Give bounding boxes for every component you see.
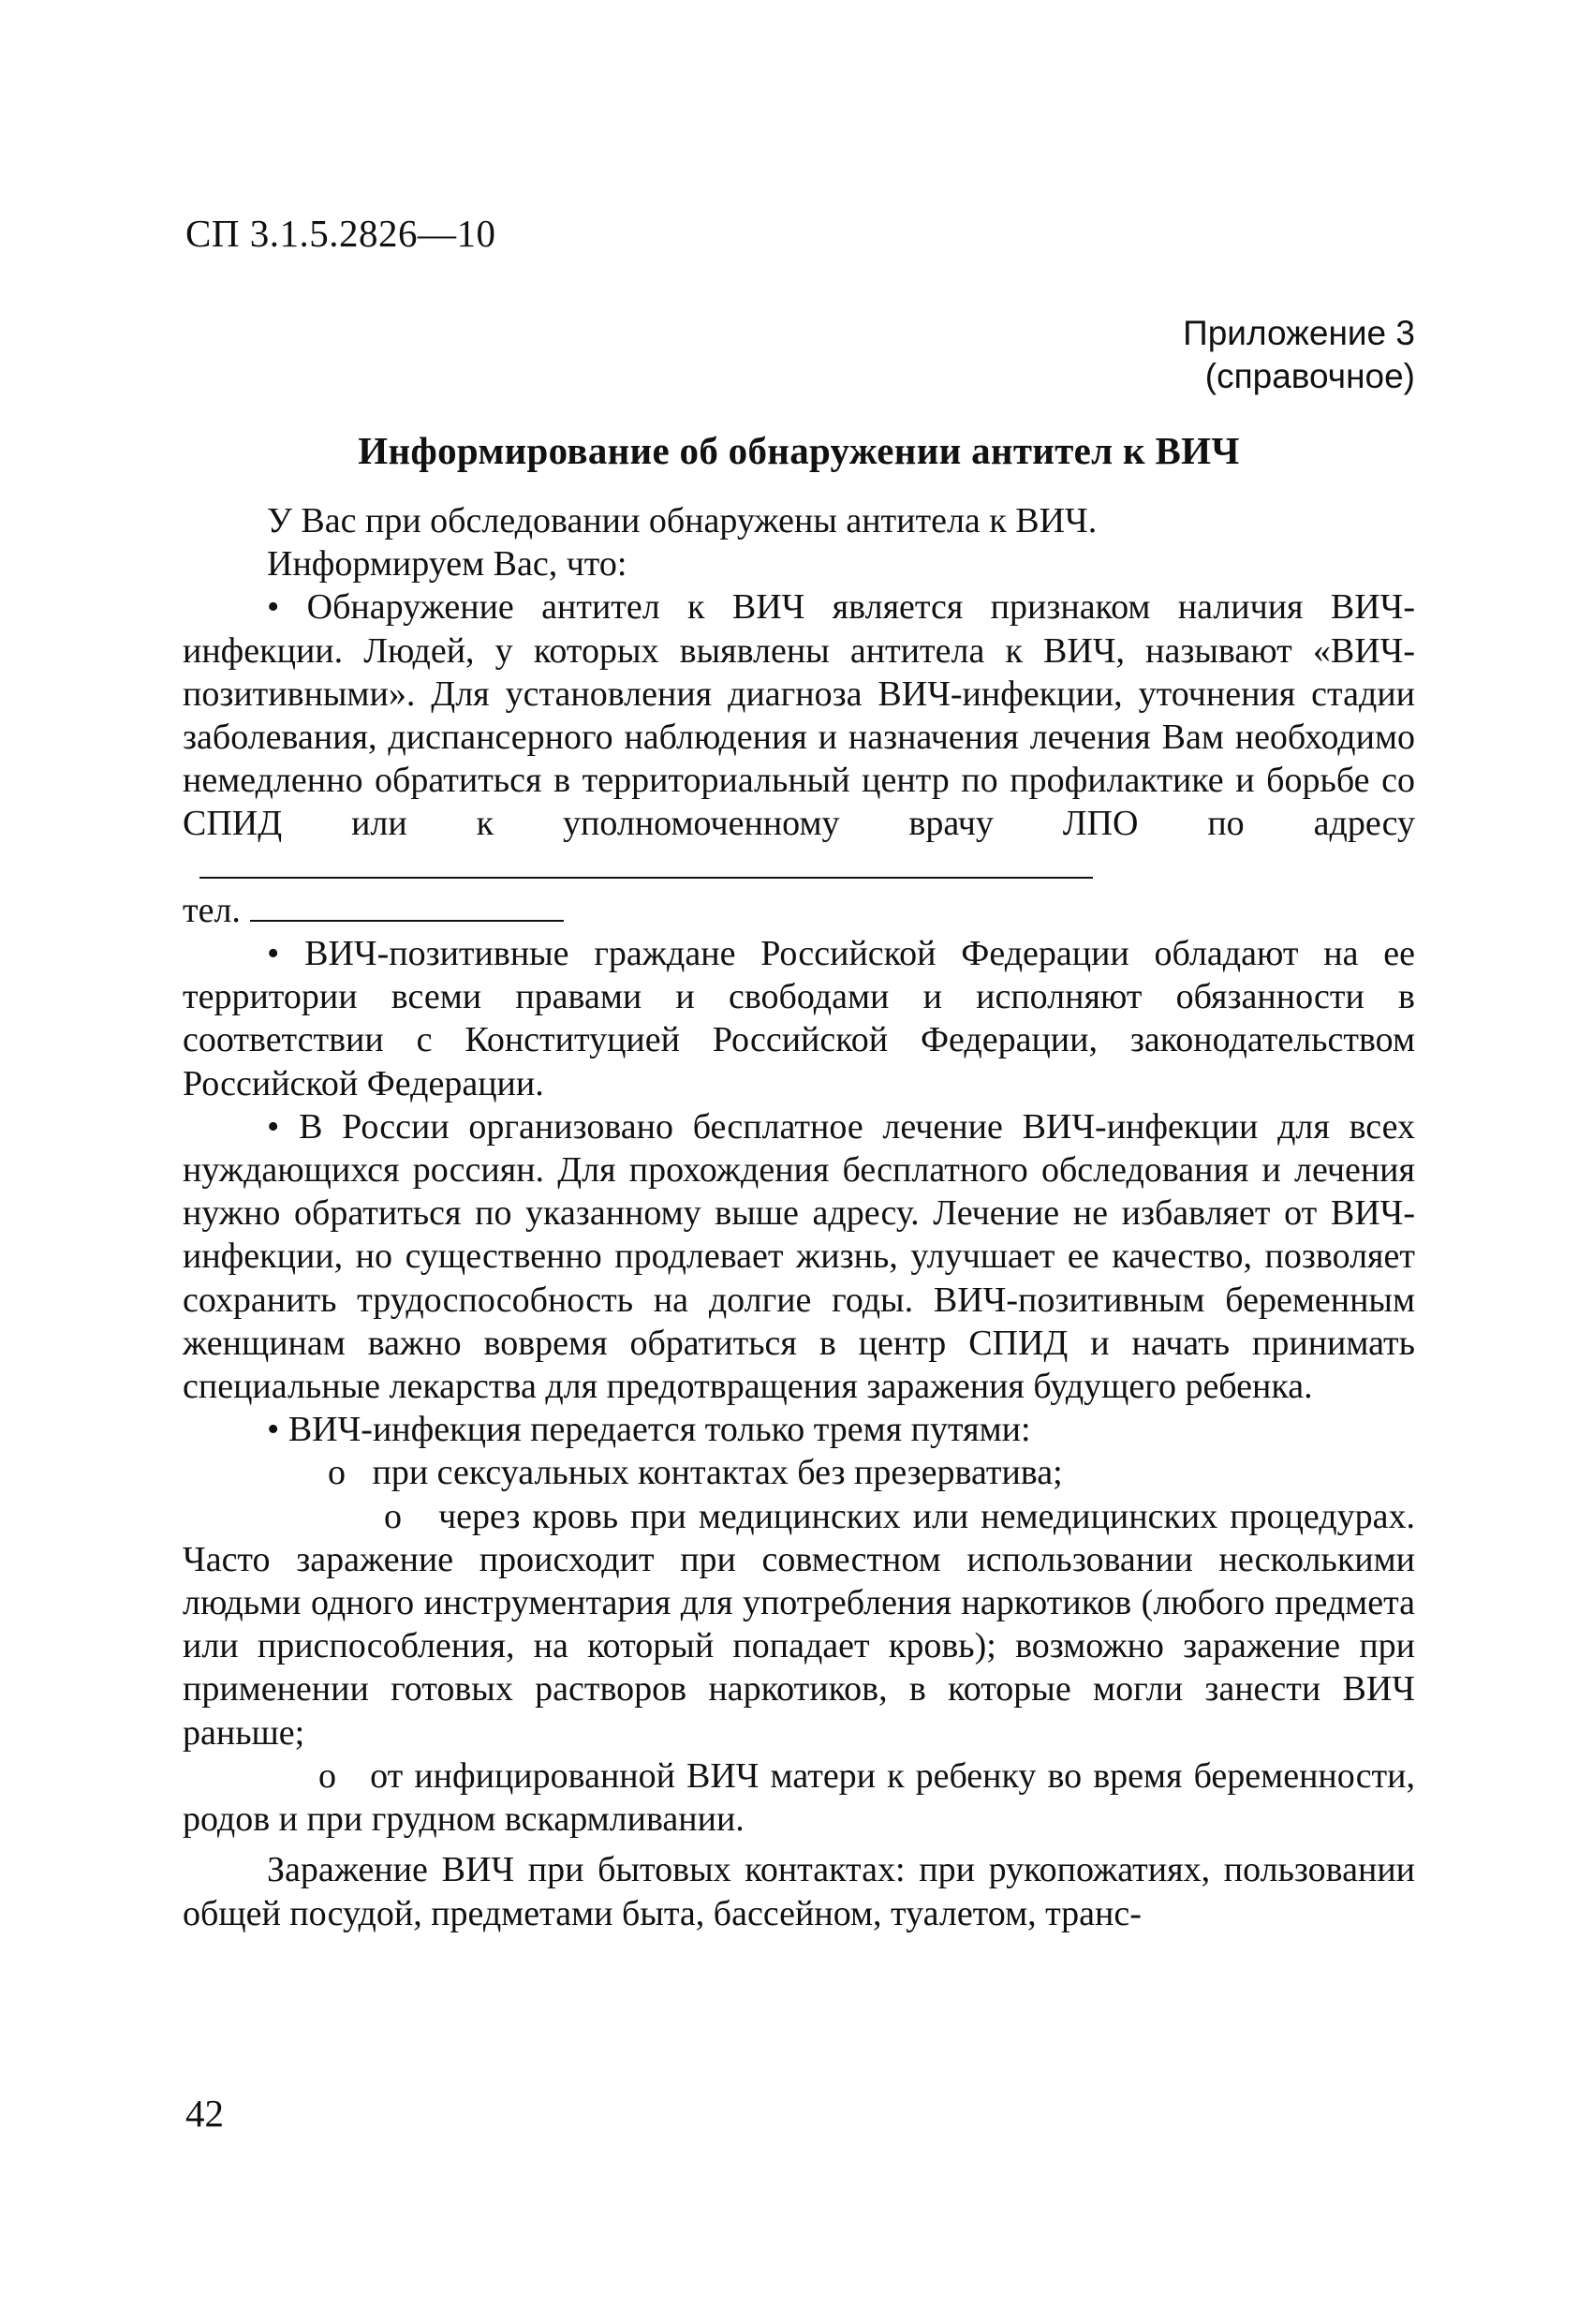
intro-line-2: Информируем Вас, что: bbox=[267, 544, 627, 585]
route-item-sexual bbox=[183, 1451, 1415, 1494]
bullet-text: ВИЧ-инфекция передается только тремя путями: bbox=[288, 1410, 1031, 1450]
bullet-text: ВИЧ-позитивные граждане Российской Федерации обладают на ее территории всеми правами и свободами и исполняют обязанности в соответствии с Конституцией Российской Федерации, законодательством Российской Федерации. bbox=[183, 934, 1415, 1103]
bullet-icon: • bbox=[267, 1410, 280, 1450]
route-text: при сексуальных контактах без презерватива; bbox=[372, 1453, 1063, 1493]
sub-bullet-icon: о bbox=[328, 1453, 346, 1493]
intro-line-1: У Вас при обследовании обнаружены антитела к ВИЧ. bbox=[267, 501, 1098, 540]
appendix-number: Приложение 3 bbox=[1183, 314, 1415, 352]
bullet-icon: • bbox=[267, 934, 280, 974]
page-number: 42 bbox=[185, 2092, 224, 2135]
tel-label: тел. bbox=[183, 890, 241, 930]
bullet-item-rights bbox=[183, 932, 1415, 1105]
document-code: СП 3.1.5.2826—10 bbox=[185, 212, 496, 255]
bullet-item-diagnosis bbox=[183, 585, 1415, 888]
bullet-text: В России организовано бесплатное лечение ВИЧ-инфекции для всех нуждающихся россиян. Для прохождения бесплатного обследования и лечения нужно обратиться по указанному выше адресу. Лечение не избавляет от ВИЧ-инфекции, но существенно продлевает жизнь, улучшает ее качество, позволяет сохранить трудоспособность на долгие годы. ВИЧ-позитивным беременным женщинам важно вовремя обратиться в центр СПИД и начать принимать специальные лекарства для предотвращения заражения будущего ребенка. bbox=[183, 1106, 1416, 1407]
bullet-text: Обнаружение антител к ВИЧ является признаком наличия ВИЧ-инфекции. Людей, у которых выявлены антитела к ВИЧ, называют «ВИЧ-позитивными». Для установления диагноза ВИЧ-инфекции, уточнения стадии заболевания, диспансерного наблюдения и назначения лечения Вам необходимо немедленно обратиться в территориальный центр по профилактике и борьбе со СПИД или к уполномоченному врачу ЛПО по адресу bbox=[183, 587, 1415, 844]
appendix-label bbox=[1183, 312, 1415, 398]
route-item-blood bbox=[183, 1495, 1415, 1754]
sub-bullet-icon: о bbox=[384, 1496, 402, 1536]
page-title: Информирование об обнаружении антител к ВИЧ bbox=[358, 429, 1240, 472]
sub-bullet-icon: о bbox=[318, 1755, 336, 1796]
tel-blank-line bbox=[250, 892, 564, 922]
tel-line bbox=[183, 889, 1415, 932]
appendix-type: (справочное) bbox=[1204, 357, 1415, 395]
bullet-icon: • bbox=[267, 587, 280, 628]
route-text: от инфицированной ВИЧ матери к ребенку во время беременности, родов и при грудном вскармливании. bbox=[183, 1755, 1415, 1840]
document-body bbox=[183, 499, 1415, 1935]
route-text: через кровь при медицинских или немедицинских процедурах. Часто заражение происходит при совместном использовании несколькими людьми одного инструментария для употребления наркотиков (любого предмета или приспособления, на который попадает кровь); возможно заражение при применении готовых растворов наркотиков, в которые могли занести ВИЧ раньше; bbox=[183, 1496, 1415, 1753]
closing-paragraph: Заражение ВИЧ при бытовых контактах: при рукопожатиях, пользовании общей посудой, предметами быта, бассейном, туалетом, транс- bbox=[183, 1850, 1415, 1933]
bullet-icon: • bbox=[267, 1106, 280, 1147]
address-blank-line bbox=[199, 849, 1093, 879]
bullet-item-treatment bbox=[183, 1105, 1415, 1408]
route-item-mother bbox=[183, 1754, 1415, 1841]
bullet-item-transmission bbox=[183, 1408, 1415, 1451]
